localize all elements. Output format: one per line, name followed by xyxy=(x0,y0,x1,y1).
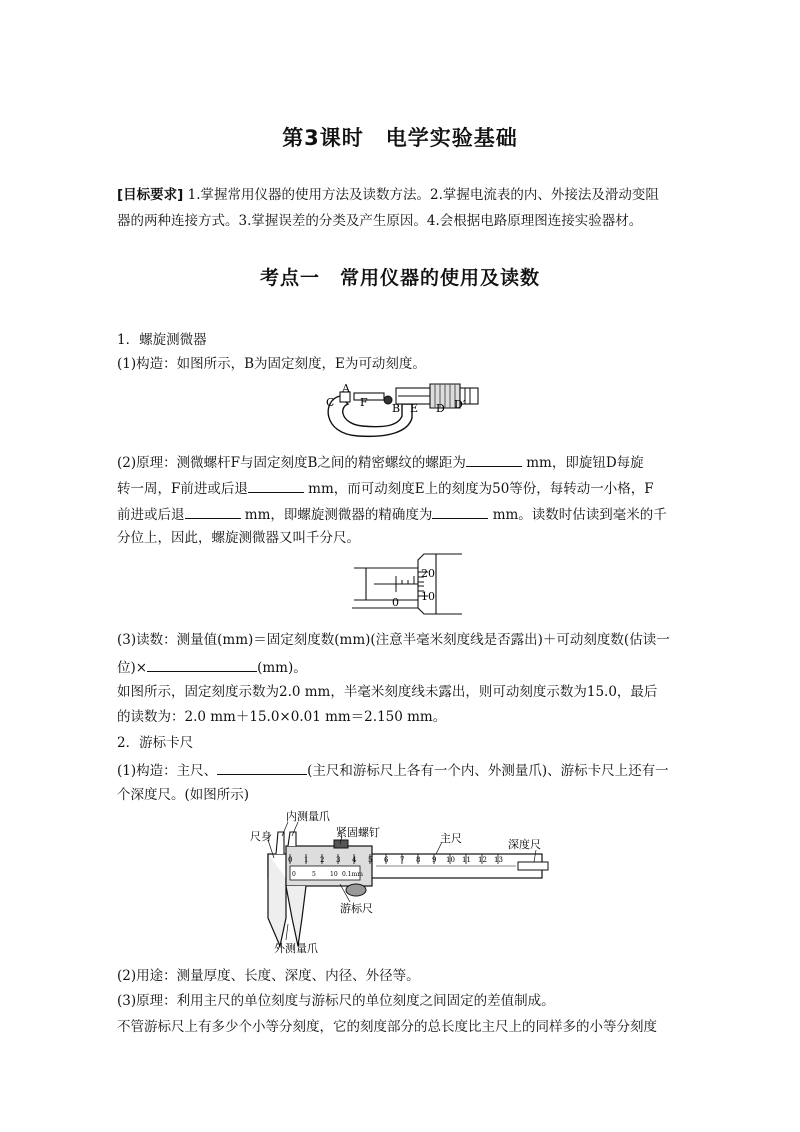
tick-20: 20 xyxy=(421,567,435,580)
label-body: 尺身 xyxy=(250,830,272,843)
reading-line-2: 位)× (mm)。 xyxy=(117,657,685,677)
vernier-tick-label: 5 xyxy=(312,871,316,878)
label-a: A xyxy=(342,382,350,395)
blank-vernier[interactable] xyxy=(217,760,307,775)
micrometer-heading: 1．螺旋测微器 xyxy=(117,332,207,348)
section-heading: 考点一 常用仪器的使用及读数 xyxy=(259,267,540,289)
caliper-structure-line-1: (1)构造：主尺、 (主尺和游标尺上各有一个内、外测量爪)、游标卡尺上还有一 xyxy=(117,760,685,780)
vernier-tick-label: 10 xyxy=(330,871,338,878)
goal-line-1: [目标要求] 1.掌握常用仪器的使用方法及读数方法。2.掌握电流表的内、外接法及滑动变阻 xyxy=(117,187,659,203)
blank-advance[interactable] xyxy=(248,478,304,493)
main-tick-label: 6 xyxy=(384,856,389,864)
main-tick-label: 13 xyxy=(494,856,503,864)
page-title: 第3课时 电学实验基础 xyxy=(282,126,518,150)
principle-line-3: 前进或后退 mm，即螺旋测微器的精确度为 mm。读数时估读到毫米的千 xyxy=(117,504,685,524)
main-tick-label: 5 xyxy=(368,856,373,864)
blank-precision[interactable] xyxy=(432,504,488,519)
main-tick-label: 1 xyxy=(304,856,309,864)
tick-0: 0 xyxy=(392,596,399,609)
main-tick-label: 4 xyxy=(352,856,357,864)
micrometer-figure xyxy=(318,378,490,440)
label-d-prime: D′ xyxy=(454,398,466,411)
caliper-structure-line-2: 个深度尺。(如图所示) xyxy=(117,787,250,803)
label-depth-rod: 深度尺 xyxy=(508,838,541,851)
goal-line-2: 器的两种连接方式。3.掌握误差的分类及产生原因。4.会根据电路原理图连接实验器材。 xyxy=(117,213,643,229)
main-tick-label: 2 xyxy=(320,856,325,864)
reading-line-4: 的读数为：2.0 mm＋15.0×0.01 mm＝2.150 mm。 xyxy=(117,709,447,725)
learning-goals xyxy=(117,182,685,234)
label-c: C xyxy=(326,396,335,409)
label-f: F xyxy=(360,396,368,409)
caliper-figure xyxy=(246,806,560,956)
micrometer-structure: (1)构造：如图所示，B为固定刻度，E为可动刻度。 xyxy=(117,356,426,372)
tick-10: 10 xyxy=(421,590,435,603)
blank-step[interactable] xyxy=(185,504,241,519)
vernier-tick-label: 0 xyxy=(292,871,296,878)
main-tick-label: 7 xyxy=(400,856,405,864)
principle-line-1: (2)原理：测微螺杆F与固定刻度B之间的精密螺纹的螺距为 mm，即旋钮D每旋 xyxy=(117,452,685,472)
main-tick-label: 10 xyxy=(446,856,455,864)
label-inner-jaws: 内测量爪 xyxy=(286,810,330,823)
blank-precision-factor[interactable] xyxy=(147,657,257,672)
main-tick-label: 3 xyxy=(336,856,341,864)
caliper-note: 不管游标尺上有多少个小等分刻度，它的刻度部分的总长度比主尺上的同样多的小等分刻度 xyxy=(117,1019,657,1035)
vernier-unit: 0.1mm xyxy=(342,871,363,878)
main-tick-label: 11 xyxy=(462,856,471,864)
label-b: B xyxy=(392,402,401,415)
main-tick-label: 8 xyxy=(416,856,421,864)
label-outer-jaws: 外测量爪 xyxy=(274,942,318,955)
label-vernier-scale: 游标尺 xyxy=(340,902,373,915)
main-tick-label: 12 xyxy=(478,856,487,864)
micrometer-reading-figure xyxy=(352,550,464,618)
caliper-use: (2)用途：测量厚度、长度、深度、内径、外径等。 xyxy=(117,968,420,984)
goal-tag: [目标要求] xyxy=(117,187,184,203)
label-d: D xyxy=(436,402,445,415)
reading-line-3: 如图所示，固定刻度示数为2.0 mm，半毫米刻度线未露出，则可动刻度示数为15.0，最后 xyxy=(117,684,658,700)
reading-line-1: (3)读数：测量值(mm)＝固定刻度数(mm)(注意半毫米刻度线是否露出)＋可动刻度数(估读一 xyxy=(117,632,670,648)
main-tick-label: 0 xyxy=(288,856,293,864)
caliper-heading: 2．游标卡尺 xyxy=(117,735,194,751)
blank-pitch[interactable] xyxy=(466,452,522,467)
principle-line-4: 分位上，因此，螺旋测微器又叫千分尺。 xyxy=(117,530,360,546)
label-screw: 紧固螺钉 xyxy=(336,826,380,839)
principle-line-2: 转一周，F前进或后退 mm，而可动刻度E上的刻度为50等份，每转动一小格，F xyxy=(117,478,685,498)
main-tick-label: 9 xyxy=(432,856,437,864)
caliper-principle: (3)原理：利用主尺的单位刻度与游标尺的单位刻度之间固定的差值制成。 xyxy=(117,993,555,1009)
label-main-scale: 主尺 xyxy=(440,832,462,845)
label-e: E xyxy=(410,402,419,415)
